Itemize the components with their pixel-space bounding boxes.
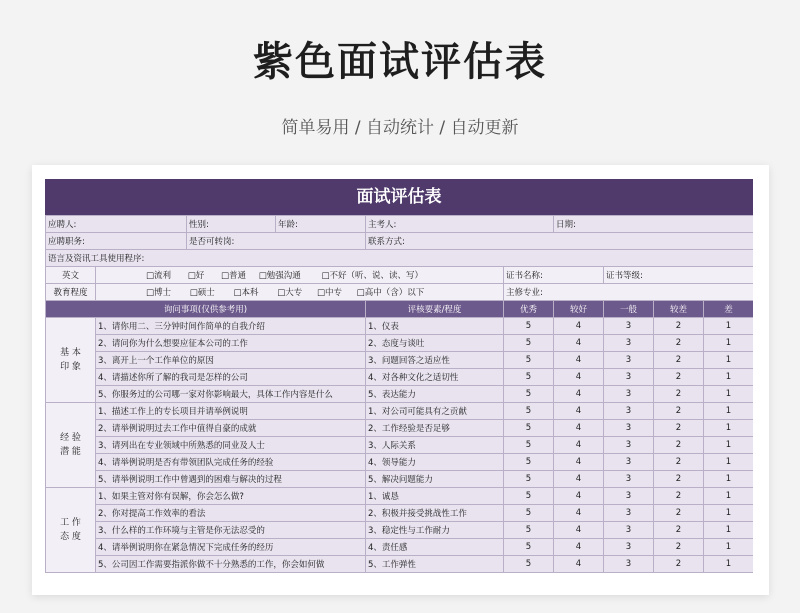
score-cell[interactable]: 4 [554,488,604,505]
column-grade: 一般 [604,301,654,318]
english-option[interactable]: □好 [187,271,205,281]
score-cell[interactable]: 5 [504,386,554,403]
score-cell[interactable]: 4 [554,556,604,573]
evaluation-row [46,420,754,437]
score-cell[interactable]: 4 [554,522,604,539]
criteria-cell: 5、工作弹性 [366,556,504,573]
field-cert-name[interactable]: 证书名称: [504,267,604,284]
score-cell[interactable]: 4 [554,335,604,352]
score-cell[interactable]: 3 [604,403,654,420]
score-cell[interactable]: 2 [654,539,704,556]
question-cell: 1、描述工作上的专长项目并请举例说明 [96,403,366,420]
field-gender[interactable]: 性别: [187,216,276,233]
education-label: 教育程度 [46,284,96,301]
score-cell[interactable]: 4 [554,454,604,471]
evaluation-sheet [45,179,753,581]
criteria-cell: 3、问题回答之适应性 [366,352,504,369]
score-cell[interactable]: 1 [704,386,754,403]
score-cell[interactable]: 2 [654,420,704,437]
column-header-row [46,301,754,318]
section-category: 工 作 态 度 [46,488,96,573]
column-grade: 优秀 [504,301,554,318]
score-cell[interactable]: 5 [504,318,554,335]
score-cell[interactable]: 1 [704,369,754,386]
score-cell[interactable]: 4 [554,420,604,437]
page-title: 紫色面试评估表 [253,39,547,85]
column-criteria: 评核要素/程度 [366,301,504,318]
score-cell[interactable]: 4 [554,437,604,454]
score-cell[interactable]: 5 [504,488,554,505]
education-option[interactable]: □硕士 [189,288,215,298]
score-cell[interactable]: 1 [704,403,754,420]
score-cell[interactable]: 2 [654,369,704,386]
field-age[interactable]: 年龄: [276,216,366,233]
question-cell: 5、请举例说明工作中曾遇到的困难与解决的过程 [96,471,366,488]
score-cell[interactable]: 3 [604,352,654,369]
criteria-cell: 2、态度与谈吐 [366,335,504,352]
section-category: 经 验 潜 能 [46,403,96,488]
score-cell[interactable]: 1 [704,352,754,369]
criteria-cell: 3、稳定性与工作耐力 [366,522,504,539]
score-cell[interactable]: 2 [654,352,704,369]
criteria-cell: 5、表达能力 [366,386,504,403]
score-cell[interactable]: 3 [604,556,654,573]
score-cell[interactable]: 3 [604,318,654,335]
score-cell[interactable]: 4 [554,471,604,488]
evaluation-row [46,403,754,420]
score-cell[interactable]: 2 [654,556,704,573]
evaluation-row [46,539,754,556]
score-cell[interactable]: 3 [604,488,654,505]
score-cell[interactable]: 1 [704,505,754,522]
column-grade: 差 [704,301,754,318]
criteria-cell: 1、仪表 [366,318,504,335]
score-cell[interactable]: 1 [704,539,754,556]
score-cell[interactable]: 5 [504,352,554,369]
criteria-cell: 4、责任感 [366,539,504,556]
field-transferable[interactable]: 是否可转岗: [187,233,366,250]
score-cell[interactable]: 3 [604,369,654,386]
question-cell: 5、你服务过的公司哪一家对你影响最大，具体工作内容是什么 [96,386,366,403]
question-cell: 3、请列出在专业领域中所熟悉的同业及人士 [96,437,366,454]
score-cell[interactable]: 5 [504,437,554,454]
score-cell[interactable]: 2 [654,471,704,488]
score-cell[interactable]: 1 [704,488,754,505]
evaluation-row [46,335,754,352]
education-option[interactable]: □大专 [277,288,303,298]
score-cell[interactable]: 5 [504,505,554,522]
evaluation-row [46,386,754,403]
field-language-tools[interactable]: 语言及资讯工具使用程序: [46,250,754,267]
evaluation-table [45,215,753,573]
score-cell[interactable]: 1 [704,318,754,335]
score-cell[interactable]: 2 [654,505,704,522]
column-question: 询问事项(仅供参考用) [46,301,366,318]
section-category: 基 本 印 象 [46,318,96,403]
evaluation-row [46,369,754,386]
evaluation-row [46,471,754,488]
score-cell[interactable]: 3 [604,335,654,352]
evaluation-row [46,488,754,505]
education-option[interactable]: □博士 [146,288,172,298]
score-cell[interactable]: 3 [604,437,654,454]
score-cell[interactable]: 3 [604,420,654,437]
column-grade: 较差 [654,301,704,318]
score-cell[interactable]: 2 [654,522,704,539]
score-cell[interactable]: 2 [654,437,704,454]
evaluation-row [46,522,754,539]
criteria-cell: 5、解决问题能力 [366,471,504,488]
field-applicant[interactable]: 应聘人: [46,216,187,233]
score-cell[interactable]: 4 [554,403,604,420]
score-cell[interactable]: 4 [554,318,604,335]
score-cell[interactable]: 3 [604,522,654,539]
sheet-title: 面试评估表 [45,179,753,215]
criteria-cell: 2、积极并接受挑战性工作 [366,505,504,522]
evaluation-row [46,454,754,471]
criteria-cell: 1、诚恳 [366,488,504,505]
question-cell: 4、请举例说明你在紧急情况下完成任务的经历 [96,539,366,556]
question-cell: 2、请举例说明过去工作中值得自豪的成就 [96,420,366,437]
score-cell[interactable]: 4 [554,505,604,522]
english-option[interactable]: □不好（听、说、读、写） [321,271,423,281]
education-row [46,284,754,301]
language-tools-row [46,250,754,267]
education-option[interactable]: □本科 [233,288,259,298]
score-cell[interactable]: 3 [604,454,654,471]
score-cell[interactable]: 2 [654,488,704,505]
score-cell[interactable]: 1 [704,420,754,437]
field-date[interactable]: 日期: [554,216,754,233]
score-cell[interactable]: 4 [554,369,604,386]
score-cell[interactable]: 2 [654,335,704,352]
question-cell: 4、请举例说明是否有带领团队完成任务的经验 [96,454,366,471]
score-cell[interactable]: 5 [504,403,554,420]
score-cell[interactable]: 1 [704,471,754,488]
score-cell[interactable]: 2 [654,454,704,471]
criteria-cell: 3、人际关系 [366,437,504,454]
evaluation-row [46,318,754,335]
english-options[interactable] [96,267,504,284]
evaluation-row [46,505,754,522]
english-row [46,267,754,284]
evaluation-row [46,352,754,369]
question-cell: 3、离开上一个工作单位的原因 [96,352,366,369]
question-cell: 4、请描述你所了解的我司是怎样的公司 [96,369,366,386]
applicant-info-row [46,216,754,233]
english-option[interactable]: □流利 [146,271,172,281]
score-cell[interactable]: 1 [704,522,754,539]
field-contact[interactable]: 联系方式: [366,233,754,250]
score-cell[interactable]: 4 [554,539,604,556]
criteria-cell: 1、对公司可能具有之贡献 [366,403,504,420]
page-subtitle: 简单易用 / 自动统计 / 自动更新 [281,118,519,138]
position-info-row [46,233,754,250]
score-cell[interactable]: 5 [504,522,554,539]
score-cell[interactable]: 5 [504,471,554,488]
criteria-cell: 4、领导能力 [366,454,504,471]
evaluation-row [46,556,754,573]
score-cell[interactable]: 3 [604,539,654,556]
question-cell: 1、如果主管对你有误解，你会怎么做? [96,488,366,505]
score-cell[interactable]: 2 [654,318,704,335]
score-cell[interactable]: 1 [704,437,754,454]
english-option[interactable]: □勉强沟通 [258,271,301,281]
score-cell[interactable]: 4 [554,352,604,369]
score-cell[interactable]: 2 [654,386,704,403]
score-cell[interactable]: 3 [604,471,654,488]
score-cell[interactable]: 4 [554,386,604,403]
education-options[interactable] [96,284,504,301]
score-cell[interactable]: 1 [704,335,754,352]
column-grade: 较好 [554,301,604,318]
field-cert-level[interactable]: 证书等级: [604,267,754,284]
field-interviewer[interactable]: 主考人: [366,216,554,233]
score-cell[interactable]: 1 [704,454,754,471]
score-cell[interactable]: 1 [704,556,754,573]
question-cell: 1、请你用二、三分钟时间作简单的自我介绍 [96,318,366,335]
question-cell: 2、你对提高工作效率的看法 [96,505,366,522]
field-major[interactable]: 主修专业: [504,284,754,301]
score-cell[interactable]: 5 [504,369,554,386]
field-position[interactable]: 应聘职务: [46,233,187,250]
english-label: 英文 [46,267,96,284]
english-option[interactable]: □普通 [220,271,246,281]
education-option[interactable]: □中专 [316,288,342,298]
question-cell: 3、什么样的工作环境与主管是你无法忍受的 [96,522,366,539]
criteria-cell: 4、对各种文化之适切性 [366,369,504,386]
question-cell: 5、公司因工作需要指派你做不十分熟悉的工作，你会如何做 [96,556,366,573]
education-option[interactable]: □高中（含）以下 [356,288,425,298]
question-cell: 2、请问你为什么想要应征本公司的工作 [96,335,366,352]
form-preview-card [32,165,769,595]
score-cell[interactable]: 5 [504,539,554,556]
score-cell[interactable]: 3 [604,505,654,522]
evaluation-row [46,437,754,454]
score-cell[interactable]: 2 [654,403,704,420]
score-cell[interactable]: 5 [504,556,554,573]
criteria-cell: 2、工作经验是否足够 [366,420,504,437]
score-cell[interactable]: 5 [504,420,554,437]
score-cell[interactable]: 5 [504,454,554,471]
score-cell[interactable]: 5 [504,335,554,352]
score-cell[interactable]: 3 [604,386,654,403]
